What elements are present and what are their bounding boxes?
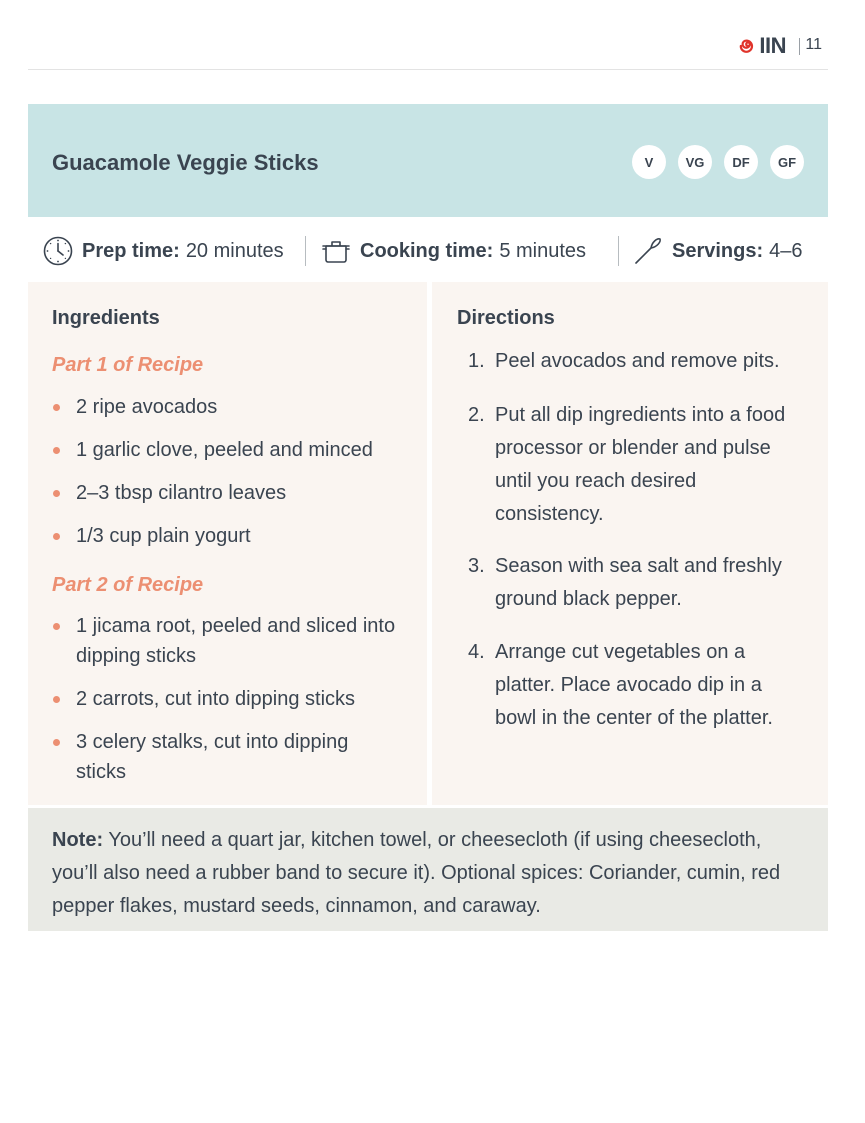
meta-divider: [618, 236, 619, 266]
part2-heading: Part 2 of Recipe: [52, 574, 204, 596]
list-item: 1/3 cup plain yogurt: [52, 521, 397, 551]
list-item: 1 jicama root, peeled and sliced into dipping sticks: [52, 611, 397, 671]
list-item: 3 celery stalks, cut into dipping sticks: [52, 727, 397, 787]
note-band: [28, 808, 828, 931]
direction-step: 4. Arrange cut vegetables on a platter. Place avocado dip in a bowl in the center of the platter.: [468, 641, 773, 729]
badge-vegetarian: V: [632, 145, 666, 179]
bullet-icon: [53, 533, 60, 540]
page-header: [28, 0, 828, 70]
cooking-value: 5 minutes: [499, 239, 587, 262]
list-item: 1 garlic clove, peeled and minced: [52, 435, 397, 465]
badge-dairy-free: DF: [724, 145, 758, 179]
direction-step: 1. Peel avocados and remove pits.: [468, 350, 780, 372]
diet-badges: [632, 145, 804, 179]
iin-logo: [739, 34, 786, 58]
spoon-icon: [632, 235, 664, 267]
list-item: 2–3 tbsp cilantro leaves: [52, 478, 397, 508]
bullet-icon: [53, 623, 60, 630]
logo-text: IIN: [759, 33, 786, 58]
note-text: [52, 824, 812, 923]
recipe-title: Guacamole Veggie Sticks: [52, 150, 319, 175]
servings-value: 4–6: [769, 239, 803, 262]
meta-divider: [305, 236, 306, 266]
servings-label: Servings:: [672, 239, 764, 262]
prep-value: 20 minutes: [185, 239, 284, 262]
pot-icon: [320, 235, 352, 267]
recipe-meta-row: [28, 220, 828, 282]
directions-heading: Directions: [457, 307, 555, 329]
bullet-icon: [53, 404, 60, 411]
bullet-icon: [53, 739, 60, 746]
list-item: 2 ripe avocados: [52, 392, 397, 422]
cooking-time: [320, 234, 586, 268]
direction-step: 2. Put all dip ingredients into a food processor or blender and pulse until you reach desired consistency.: [468, 404, 786, 525]
servings: [632, 234, 803, 268]
note-body: You’ll need a quart jar, kitchen towel, or cheesecloth (if using cheesecloth, you’ll also need a rubber band to secure it). Optional spices: Coriander, cumin, red pepper flakes, mustard seeds, cinnamon, and caraway.: [52, 829, 781, 917]
swirl-logo-icon: [739, 37, 757, 55]
prep-time: [42, 234, 284, 268]
directions-panel: [432, 282, 828, 805]
page-number: 11: [805, 36, 822, 53]
header-divider: [799, 38, 800, 55]
bullet-icon: [53, 696, 60, 703]
bullet-icon: [53, 490, 60, 497]
prep-label: Prep time:: [82, 239, 180, 262]
direction-step: 3. Season with sea salt and freshly ground black pepper.: [468, 555, 782, 610]
badge-gluten-free: GF: [770, 145, 804, 179]
note-label: Note:: [52, 829, 104, 851]
badge-vegan: VG: [678, 145, 712, 179]
list-item: 2 carrots, cut into dipping sticks: [52, 684, 397, 714]
clock-icon: [42, 235, 74, 267]
ingredients-heading: Ingredients: [52, 307, 160, 329]
part1-heading: Part 1 of Recipe: [52, 354, 204, 376]
ingredients-panel: [28, 282, 427, 805]
cooking-label: Cooking time:: [360, 239, 494, 262]
bullet-icon: [53, 447, 60, 454]
recipe-title-band: [28, 104, 828, 217]
